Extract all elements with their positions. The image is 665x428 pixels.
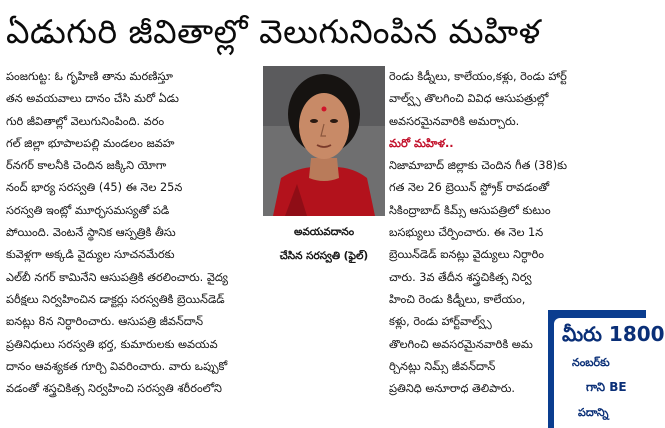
ad-line-3: గాని BE xyxy=(586,380,627,394)
article-line: గత నెల 26 బ్రెయిన్ స్ట్రోక్ రావడంతో xyxy=(389,181,550,195)
article-line: వాల్వ్స్ తొలగించి వివిధ ఆసుపత్రుల్లో xyxy=(389,92,549,106)
article-line: గురి జీవితాల్లో వెలుగునింపింది. వరం xyxy=(6,114,165,128)
article-line: కళ్లు, రెండు హార్ట్‌వాల్వ్స్ xyxy=(389,315,492,329)
article-line: దానం ఆవశ్యకత గూర్చి వివరించారు. వారు ఒప్పుకో xyxy=(6,359,228,373)
article-line: నిజామాబాద్ జిల్లాకు చెందిన గీత (38)కు xyxy=(389,159,567,173)
article-line: బ్రెయిన్‌డెడ్ ఐనట్లు వైద్యులు నిర్ధారిం xyxy=(389,248,545,262)
article-line: కువెళ్లగా అక్కడి వైద్యుల సూచనమేరకు xyxy=(6,248,175,262)
caption-line-1: అవయవదానం xyxy=(293,226,355,238)
article-line: పరీక్షలు నిర్వహించిన డాక్టర్లు సరస్వతికి బ్రెయిన్‌డెడ్ xyxy=(6,292,225,306)
article-line: బసభ్యులు చేర్పించారు. ఈ నెల 1న xyxy=(389,226,544,240)
ad-line-2: నంబర్‌కు xyxy=(572,356,610,369)
advertisement-banner[interactable] xyxy=(548,310,665,428)
article-line: నంద్ భార్య సరస్వతి (45) ఈ నెల 25న xyxy=(6,181,183,195)
article-line: సరస్వతి ఇంట్లో మూర్ఛసమస్యతో పడి xyxy=(6,203,170,217)
article-left-column xyxy=(6,66,254,400)
photo-caption xyxy=(258,220,390,268)
article-line: ఐనట్లు 8న నిర్ధారించారు. ఆసుపత్రి జీవన్‌దాన్ xyxy=(6,315,204,329)
article-line: ర్‌నగర్ కాలనీకి చెందిన జక్కిని యోగా xyxy=(6,159,167,173)
article-line: ర్చినట్లు నిమ్స్ జీవన్‌దాన్ xyxy=(389,359,496,373)
portrait-image xyxy=(263,66,385,216)
article-line: ప్రతినిధులు సరస్వతి భర్త, కుమారులకు అవయవ xyxy=(6,337,218,351)
ad-line-1: మీరు 1800 xyxy=(562,322,665,346)
article-line: సికింద్రాబాద్ కిమ్స్ ఆసుపత్రిలో కుటుం xyxy=(389,203,551,217)
article-line: ఎల్‌బీ నగర్ కామినేని ఆసుపత్రికి తరలించారు. వైద్య xyxy=(6,270,228,284)
caption-line-2: చేసిన సరస్వతి (ఫైల్) xyxy=(279,250,369,262)
article-line: ప్రతినిధి అనూరాధ తెలిపారు. xyxy=(389,382,515,396)
article-line: తొలగించి అవసరమైనవారికి అమ xyxy=(389,337,533,351)
article-line: హించి రెండు కిడ్నీలు, కాలేయం, xyxy=(389,292,526,306)
article-line: రెండు కిడ్నీలు, కాలేయం,కళ్లు, రెండు హార్ట్ xyxy=(389,70,567,83)
portrait-photo xyxy=(263,66,385,216)
headline: ఏడుగురి జీవితాల్లో వెలుగునింపిన మహిళ xyxy=(6,12,541,51)
article-line: పోయింది. వెంటనే స్థానిక ఆస్పత్రికి తీసు xyxy=(6,226,176,240)
article-line: చారు. 3వ తేదీన శస్త్రచికిత్స నిర్వ xyxy=(389,270,532,284)
article-line: అవసరమైనవారికి అమర్చారు. xyxy=(389,114,520,128)
ad-line-4: పదాన్ని xyxy=(578,406,609,419)
subheading-another-woman: మరో మహిళ.. xyxy=(389,136,454,150)
article-line: గల్ జిల్లా భూపాలపల్లి మండలం జవహ xyxy=(6,136,175,150)
article-line: తన అవయవాలు దానం చేసి మరో ఏడు xyxy=(6,92,179,106)
article-line: పంజగుట్ట: ఓ గృహిణి తాను మరణిస్తూ xyxy=(6,70,173,83)
article-line: వడంతో శస్త్రచికిత్స నిర్వహించి సరస్వతి శరీరంలోని xyxy=(6,382,222,396)
